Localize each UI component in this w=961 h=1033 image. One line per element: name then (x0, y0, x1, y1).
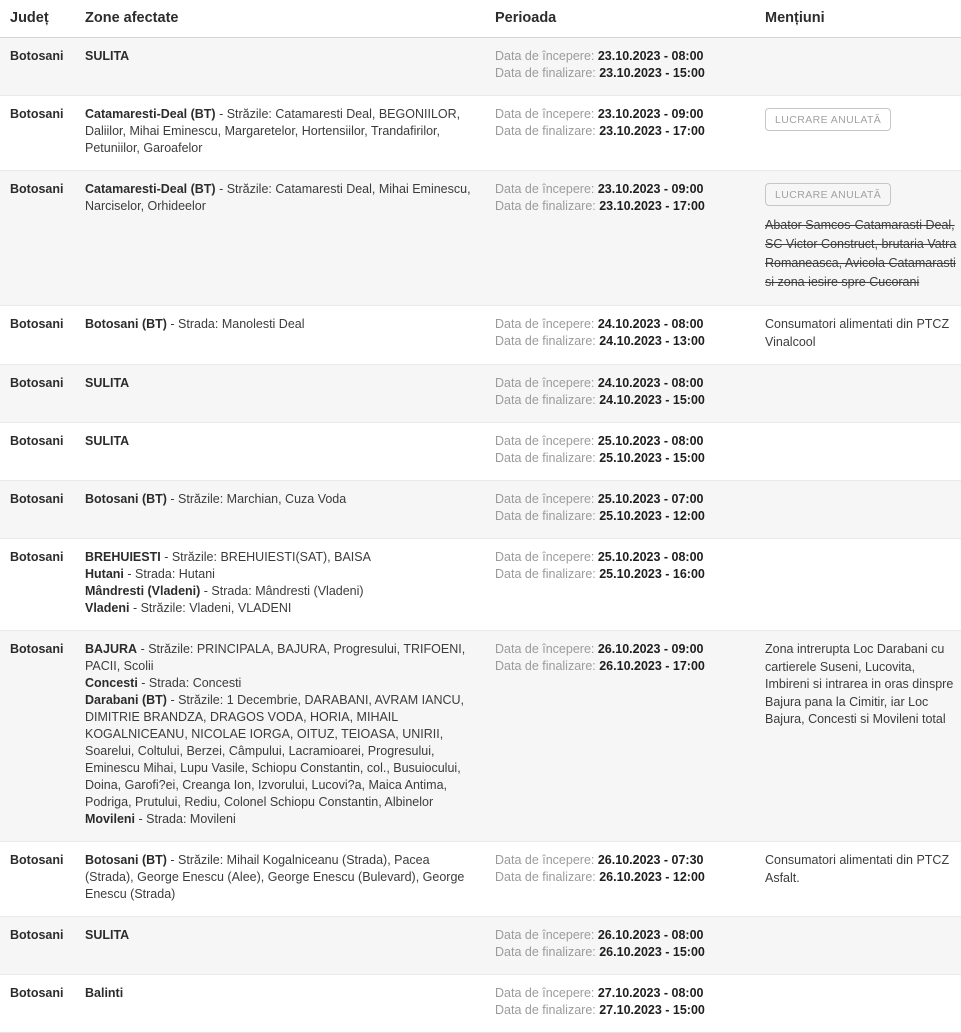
zone-name: Catamaresti-Deal (BT) (85, 107, 216, 121)
zone-details: - Străzile: Catamaresti Deal, BEGONIILOR, Daliilor, Mihai Eminescu, Margaretelor, Hortensiilor, Trandafirilor, Petuniilor, Garoafelor (85, 107, 461, 155)
period-value: 27.10.2023 - 15:00 (599, 1003, 705, 1017)
period-start (495, 106, 755, 123)
period-cell (495, 48, 765, 82)
period-label: Data de finalizare: (495, 334, 600, 348)
zone-line (85, 316, 473, 333)
period-cell (495, 641, 765, 828)
period-end (495, 1002, 755, 1019)
period-start (495, 181, 755, 198)
zone-line (85, 566, 473, 583)
period-label: Data de finalizare: (495, 66, 600, 80)
zones-cell (85, 985, 495, 1019)
period-value: 25.10.2023 - 07:00 (597, 492, 704, 506)
period-cell (495, 491, 765, 525)
zone-details: - Străzile: Vladeni, VLADENI (132, 601, 292, 615)
table-row (0, 538, 961, 630)
period-value: 23.10.2023 - 17:00 (599, 199, 705, 213)
cancelled-work-badge: LUCRARE ANULATĂ (765, 183, 891, 206)
zone-details: - Străzile: Marchian, Cuza Voda (170, 492, 347, 506)
zone-details: - Strada: Movileni (138, 812, 236, 826)
period-label: Data de finalizare: (495, 659, 600, 673)
table-row (0, 95, 961, 170)
period-end (495, 566, 755, 583)
column-header-period: Perioada (495, 10, 557, 26)
zone-name: SULITA (85, 928, 130, 942)
table-row (0, 974, 961, 1032)
period-value: 25.10.2023 - 15:00 (599, 451, 705, 465)
period-end (495, 392, 755, 409)
zone-line (85, 600, 473, 617)
zone-details: - Străzile: Mihail Kogalniceanu (Strada), Pacea (Strada), George Enescu (Alee), George Enescu (Bulevard), George Enescu (Strada) (85, 853, 465, 901)
mentions-cell (765, 641, 961, 828)
table-body (0, 38, 961, 1032)
period-start (495, 985, 755, 1002)
period-end (495, 65, 755, 82)
zone-name: SULITA (85, 434, 130, 448)
table-row (0, 480, 961, 538)
zone-details: - Străzile: 1 Decembrie, DARABANI, AVRAM IANCU, DIMITRIE BRANDZA, DRAGOS VODA, HORIA, MIHAIL KOGALNICEANU, NICOLAE IORGA, OITUZ, TEIOASA, UNIRII, Soarelui, Coltului, Berzei, Câmpului, Lacramioarei, Progresului, Eminescu Mihai, Lupu Vasile, Schiopu Constantin, col., Busuiocului, Doina, Garofi?ei, Creanga Ion, Izvorului, Lucovi?a, Maica Antima, Podriga, Prutului, Rediu, Colonel Schiopu Constantin, Albinelor (85, 693, 465, 809)
mentions-cell (765, 927, 961, 961)
period-start (495, 549, 755, 566)
period-label: Data de începere: (495, 986, 598, 1000)
mention-text: Consumatori alimentati din PTCZ Vinalcool (765, 317, 950, 349)
table-row (0, 170, 961, 305)
judet-cell: Botosani (10, 986, 64, 1000)
period-end (495, 333, 755, 350)
period-start (495, 927, 755, 944)
zone-details: - Strada: Concesti (141, 676, 242, 690)
period-value: 26.10.2023 - 09:00 (597, 642, 704, 656)
zone-name: Movileni (85, 812, 136, 826)
judet-cell: Botosani (10, 434, 64, 448)
table-header (0, 0, 961, 38)
zones-cell (85, 48, 495, 82)
period-value: 26.10.2023 - 15:00 (599, 945, 705, 959)
zone-details: - Străzile: BREHUIESTI(SAT), BAISA (164, 550, 371, 564)
zone-line (85, 927, 473, 944)
period-value: 24.10.2023 - 08:00 (597, 317, 704, 331)
period-end (495, 508, 755, 525)
period-value: 24.10.2023 - 15:00 (599, 393, 705, 407)
zones-cell (85, 316, 495, 351)
period-label: Data de începere: (495, 182, 598, 196)
period-label: Data de începere: (495, 107, 598, 121)
table-row (0, 916, 961, 974)
period-cell (495, 852, 765, 903)
period-label: Data de începere: (495, 434, 598, 448)
table-row (0, 305, 961, 364)
period-label: Data de începere: (495, 317, 598, 331)
period-label: Data de începere: (495, 853, 598, 867)
period-value: 25.10.2023 - 08:00 (597, 434, 704, 448)
period-value: 26.10.2023 - 07:30 (597, 853, 704, 867)
period-label: Data de începere: (495, 642, 598, 656)
zone-line (85, 549, 473, 566)
mention-strikethrough-text: Abator Samcos-Catamarasti Deal, SC Victor Construct, brutaria Vatra Romaneasca, Avicola Catamarasti si zona iesire spre Cucorani (765, 218, 957, 289)
period-value: 25.10.2023 - 16:00 (599, 567, 705, 581)
zones-cell (85, 106, 495, 157)
period-label: Data de finalizare: (495, 509, 600, 523)
period-cell (495, 433, 765, 467)
period-label: Data de finalizare: (495, 124, 600, 138)
period-value: 23.10.2023 - 09:00 (597, 107, 704, 121)
judet-cell: Botosani (10, 853, 64, 867)
mentions-cell (765, 852, 961, 903)
zone-line (85, 675, 473, 692)
period-label: Data de finalizare: (495, 451, 600, 465)
zones-cell (85, 433, 495, 467)
zones-cell (85, 641, 495, 828)
period-cell (495, 927, 765, 961)
table-row (0, 422, 961, 480)
zone-name: Concesti (85, 676, 138, 690)
zone-line (85, 48, 473, 65)
period-value: 26.10.2023 - 17:00 (599, 659, 705, 673)
period-label: Data de începere: (495, 376, 598, 390)
period-value: 23.10.2023 - 15:00 (599, 66, 705, 80)
zone-name: Vladeni (85, 601, 130, 615)
period-start (495, 375, 755, 392)
period-cell (495, 985, 765, 1019)
cancelled-work-badge: LUCRARE ANULATĂ (765, 108, 891, 131)
period-start (495, 48, 755, 65)
period-end (495, 198, 755, 215)
zone-line (85, 692, 473, 811)
mention-text: Zona intrerupta Loc Darabani cu cartierele Suseni, Lucovita, Imbireni si intrarea in oras dinspre Bajura pana la Cimitir, iar Loc Bajura, Concesti si Movileni total (765, 642, 954, 726)
zones-cell (85, 181, 495, 292)
period-value: 24.10.2023 - 08:00 (597, 376, 704, 390)
zone-details: - Străzile: Catamaresti Deal, Mihai Eminescu, Narciselor, Orhideelor (85, 182, 471, 213)
zone-details: - Străzile: PRINCIPALA, BAJURA, Progresului, TRIFOENI, PACII, Scolii (85, 642, 466, 673)
zone-line (85, 852, 473, 903)
zone-details: - Strada: Manolesti Deal (170, 317, 305, 331)
zone-name: Botosani (BT) (85, 492, 167, 506)
period-start (495, 852, 755, 869)
table-row (0, 364, 961, 422)
period-label: Data de începere: (495, 928, 598, 942)
judet-cell: Botosani (10, 550, 64, 564)
column-header-mentions: Mențiuni (765, 10, 825, 26)
period-cell (495, 549, 765, 617)
period-value: 25.10.2023 - 12:00 (599, 509, 705, 523)
zone-name: Catamaresti-Deal (BT) (85, 182, 216, 196)
period-label: Data de finalizare: (495, 567, 600, 581)
zone-line (85, 375, 473, 392)
judet-cell: Botosani (10, 317, 64, 331)
zones-cell (85, 852, 495, 903)
period-label: Data de începere: (495, 492, 598, 506)
period-label: Data de finalizare: (495, 945, 600, 959)
mentions-cell (765, 106, 961, 157)
zone-line (85, 433, 473, 450)
table-row (0, 38, 961, 95)
mentions-cell (765, 433, 961, 467)
period-label: Data de finalizare: (495, 393, 600, 407)
period-value: 23.10.2023 - 17:00 (599, 124, 705, 138)
mentions-cell (765, 375, 961, 409)
zone-name: Balinti (85, 986, 124, 1000)
period-end (495, 869, 755, 886)
judet-cell: Botosani (10, 107, 64, 121)
period-label: Data de finalizare: (495, 199, 600, 213)
zone-line (85, 181, 473, 215)
period-end (495, 450, 755, 467)
zone-details: - Strada: Hutani (127, 567, 215, 581)
period-end (495, 944, 755, 961)
period-value: 23.10.2023 - 09:00 (597, 182, 704, 196)
zone-line (85, 583, 473, 600)
period-value: 24.10.2023 - 13:00 (599, 334, 705, 348)
zones-cell (85, 927, 495, 961)
period-value: 27.10.2023 - 08:00 (597, 986, 704, 1000)
judet-cell: Botosani (10, 928, 64, 942)
zone-name: Hutani (85, 567, 124, 581)
zone-line (85, 641, 473, 675)
zone-line (85, 985, 473, 1002)
period-end (495, 658, 755, 675)
judet-cell: Botosani (10, 182, 64, 196)
zones-cell (85, 491, 495, 525)
zone-name: Darabani (BT) (85, 693, 167, 707)
period-start (495, 491, 755, 508)
period-value: 25.10.2023 - 08:00 (597, 550, 704, 564)
mentions-cell (765, 48, 961, 82)
zone-name: Mândresti (Vladeni) (85, 584, 201, 598)
mentions-cell (765, 985, 961, 1019)
zone-line (85, 491, 473, 508)
period-value: 26.10.2023 - 12:00 (599, 870, 705, 884)
judet-cell: Botosani (10, 492, 64, 506)
column-header-zones: Zone afectate (85, 10, 179, 26)
zone-line (85, 811, 473, 828)
period-start (495, 433, 755, 450)
zone-name: BAJURA (85, 642, 138, 656)
judet-cell: Botosani (10, 642, 64, 656)
zone-name: Botosani (BT) (85, 853, 167, 867)
period-label: Data de finalizare: (495, 1003, 600, 1017)
mentions-cell (765, 316, 961, 351)
column-header-judet: Județ (10, 10, 49, 26)
period-cell (495, 375, 765, 409)
table-row (0, 630, 961, 841)
mentions-cell (765, 181, 961, 292)
period-cell (495, 316, 765, 351)
period-end (495, 123, 755, 140)
mention-text: Consumatori alimentati din PTCZ Asfalt. (765, 853, 950, 885)
judet-cell: Botosani (10, 376, 64, 390)
zone-name: BREHUIESTI (85, 550, 161, 564)
zone-line (85, 106, 473, 157)
zone-name: Botosani (BT) (85, 317, 167, 331)
period-label: Data de începere: (495, 550, 598, 564)
period-cell (495, 181, 765, 292)
zone-name: SULITA (85, 49, 130, 63)
zone-details: - Strada: Mândresti (Vladeni) (203, 584, 364, 598)
period-start (495, 641, 755, 658)
period-cell (495, 106, 765, 157)
zone-name: SULITA (85, 376, 130, 390)
period-start (495, 316, 755, 333)
period-label: Data de finalizare: (495, 870, 600, 884)
mentions-cell (765, 549, 961, 617)
table-row (0, 841, 961, 916)
zones-cell (85, 549, 495, 617)
period-label: Data de începere: (495, 49, 598, 63)
period-value: 23.10.2023 - 08:00 (597, 49, 704, 63)
period-value: 26.10.2023 - 08:00 (597, 928, 704, 942)
judet-cell: Botosani (10, 49, 64, 63)
mentions-cell (765, 491, 961, 525)
zones-cell (85, 375, 495, 409)
